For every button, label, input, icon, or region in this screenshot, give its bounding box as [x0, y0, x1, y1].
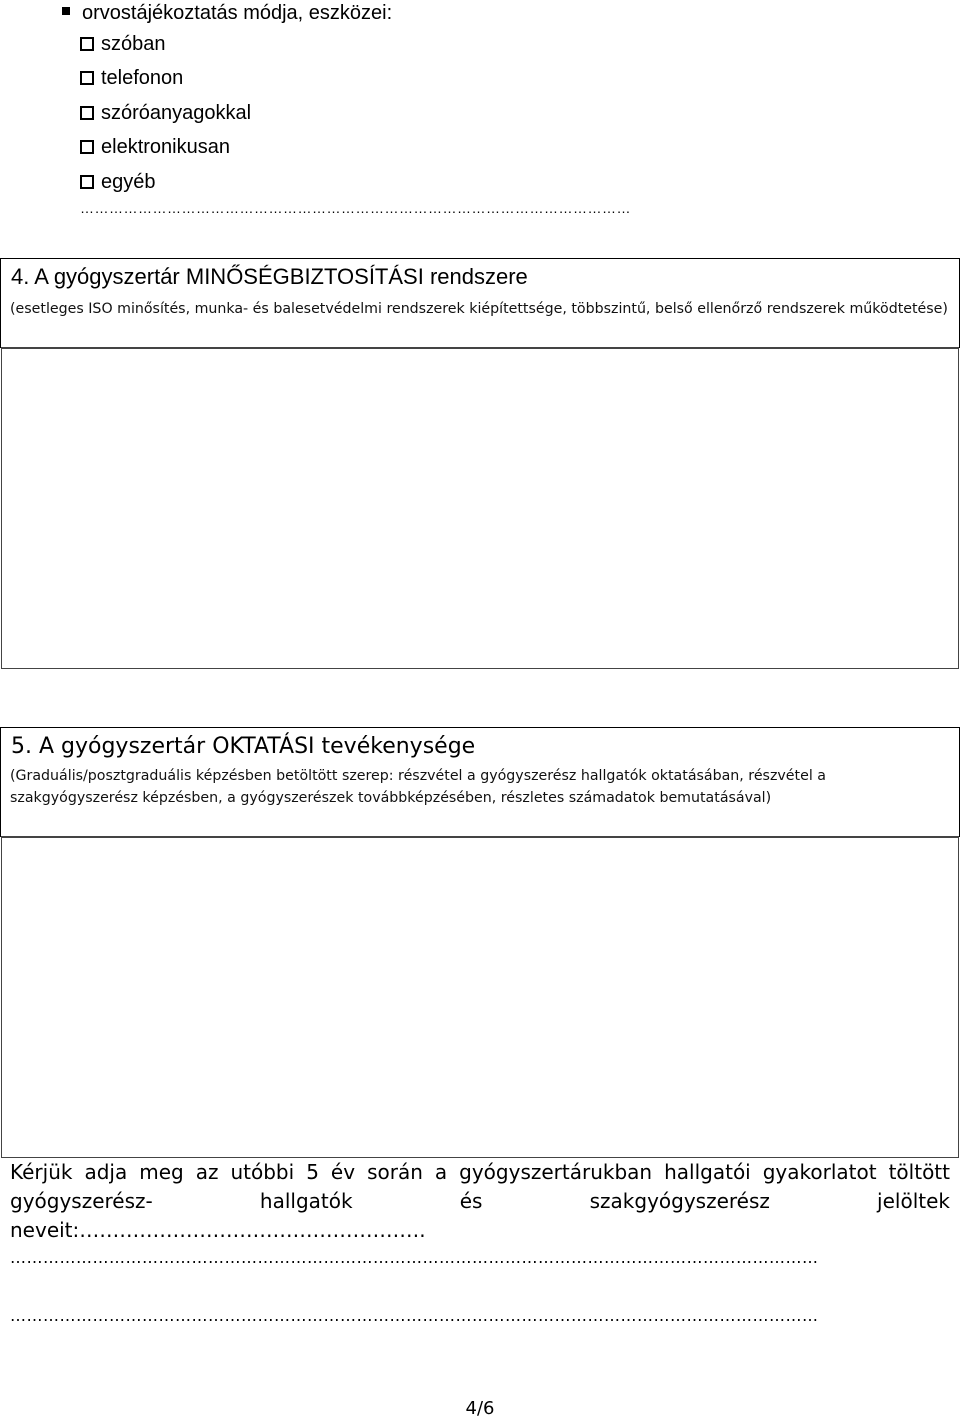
section-4-answer-box[interactable] [1, 347, 959, 669]
checkbox-icon[interactable] [80, 106, 94, 120]
bullet-square-icon [62, 7, 70, 15]
option-telefonon[interactable] [80, 65, 183, 91]
checkbox-icon[interactable] [80, 37, 94, 51]
section-5-subtitle: (Graduális/posztgraduális képzésben betöltött szerep: részvétel a gyógyszerész hallgatók oktatásában, részvétel a szakgyógyszerész képzésben, a gyógyszerészek továbbképzésében, részletes számadatok bemutatásával) [10, 768, 826, 806]
section-4-subtitle: (esetleges ISO minősítés, munka- és balesetvédelmi rendszerek kiépítettsége, többszintű, belső ellenőrző rendszerek működtetése) [10, 301, 948, 317]
checkbox-icon[interactable] [80, 175, 94, 189]
option-label: egyéb [101, 171, 156, 193]
names-fill-line-2[interactable]: ………………………………………………………………………………………………………………………………… [10, 1306, 819, 1325]
section-4-title: 4. A gyógyszertár MINŐSÉGBIZTOSÍTÁSI rendszere [11, 264, 528, 289]
student-names-request [10, 1158, 950, 1245]
names-fill-line-1[interactable]: ………………………………………………………………………………………………………………………………… [10, 1248, 819, 1267]
request-text: Kérjük adja meg az utóbbi 5 év során a gyógyszertárukban hallgatói gyakorlatot töltött gyógyszerész- hallgatók és szakgyógyszerész jelöltek neveit: [10, 1160, 950, 1242]
option-egyeb[interactable] [80, 169, 156, 195]
option-label: telefonon [101, 67, 184, 89]
checkbox-icon[interactable] [80, 140, 94, 154]
checkbox-icon[interactable] [80, 71, 94, 85]
option-label: elektronikusan [101, 136, 230, 158]
option-label: szóban [101, 33, 166, 55]
other-fill-line[interactable]: …………………………………………………………………………………………………… [80, 200, 631, 216]
section-5-answer-box[interactable] [1, 836, 959, 1158]
section-5-title: 5. A gyógyszertár OKTATÁSI tevékenysége [11, 734, 476, 759]
method-label: orvostájékoztatás módja, eszközei: [82, 2, 393, 24]
option-elektronikusan[interactable] [80, 134, 230, 160]
option-szoban[interactable] [80, 31, 166, 57]
page-number: 4/6 [465, 1398, 495, 1419]
option-szoroanyagokkal[interactable] [80, 100, 251, 126]
option-label: szóróanyagokkal [101, 102, 252, 124]
request-inline-fill[interactable]: ……………………………………………. [79, 1218, 426, 1242]
